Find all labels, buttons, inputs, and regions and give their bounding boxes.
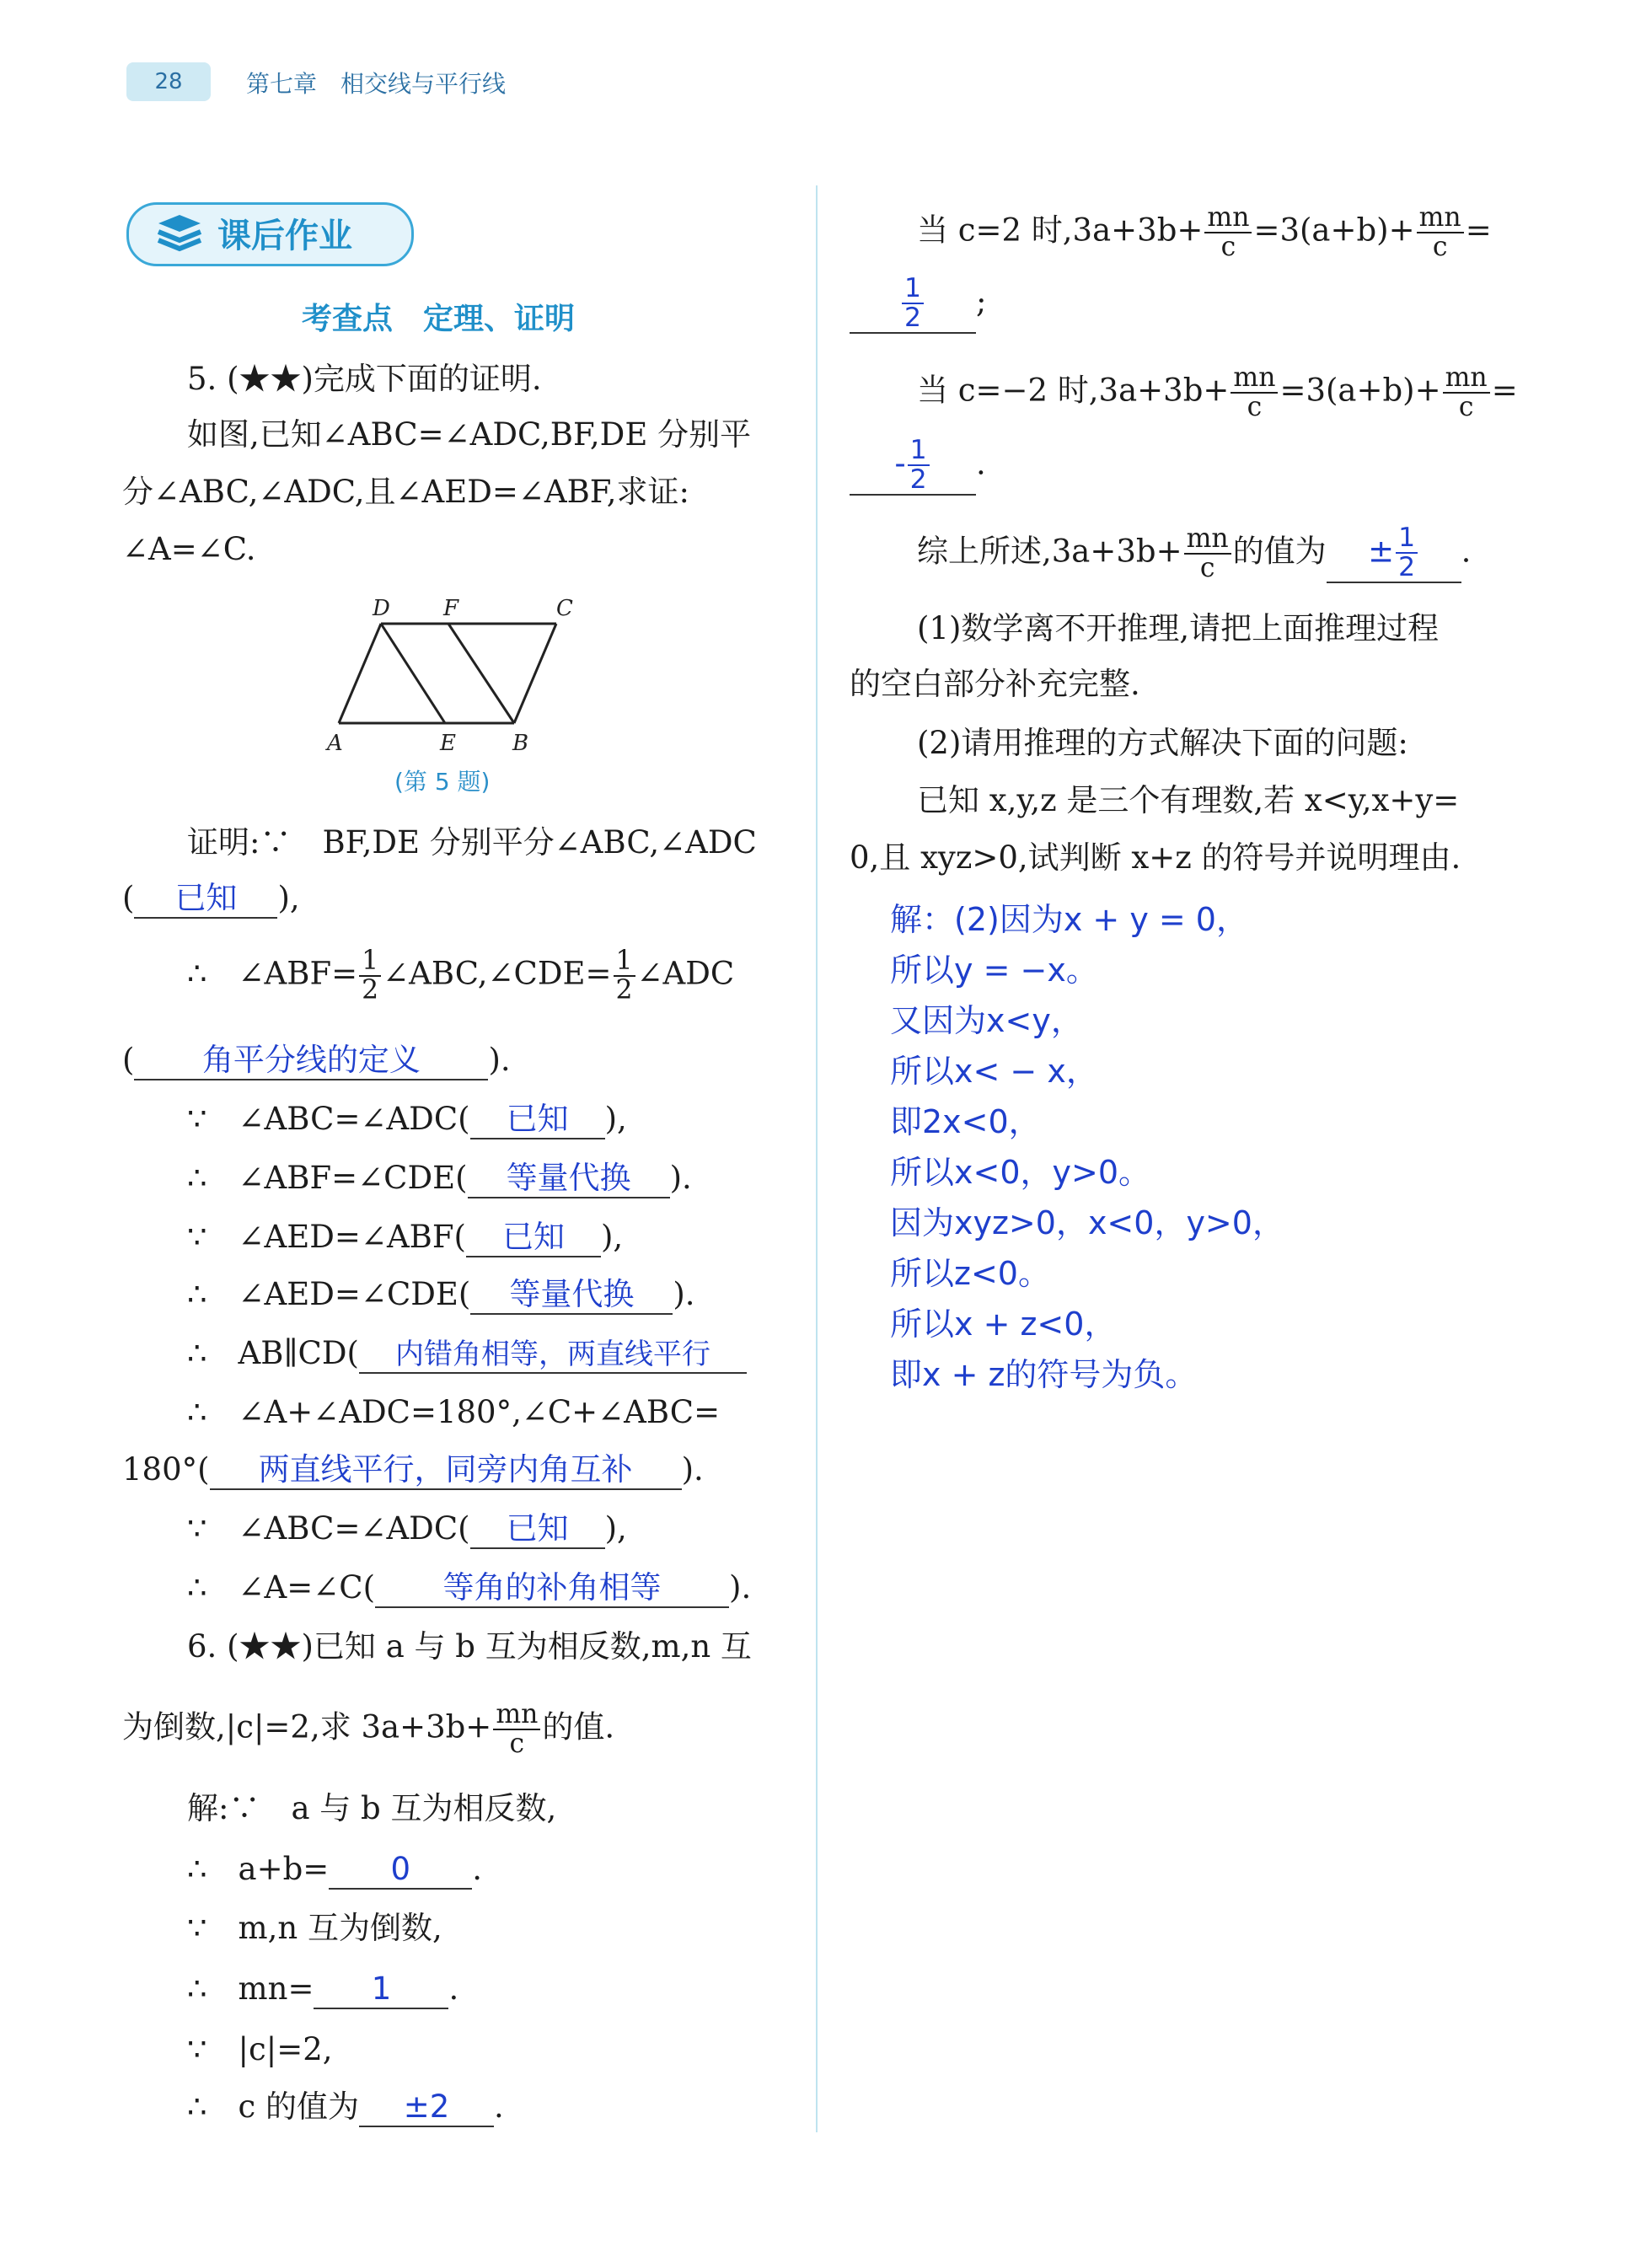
q5-title: 5. (★★)完成下面的证明. bbox=[187, 361, 542, 397]
fraction-half: $\frac{1}{2}$ bbox=[614, 947, 635, 1005]
q5-stem-2: 分∠ABC,∠ADC,且∠AED=∠ABF,求证: bbox=[122, 474, 689, 510]
part2-line-2: 已知 x,y,z 是三个有理数,若 x<y,x+y= bbox=[917, 782, 1460, 818]
q5-stem-1: 如图,已知∠ABC=∠ADC,BF,DE 分别平 bbox=[187, 416, 752, 453]
answer-blank[interactable]: 已知 bbox=[470, 1101, 605, 1139]
case-c-2-answer: $\frac{1}{2}$ ; bbox=[850, 275, 986, 334]
answer-blank[interactable]: 1 bbox=[314, 1970, 448, 2009]
proof-line-11: ∴ ∠A=∠C( 等角的补角相等 ). bbox=[187, 1569, 751, 1608]
case-c-neg2-answer: - $\frac{1}{2}$ . bbox=[850, 437, 986, 496]
proof-line-6: ∴ ∠AED=∠CDE( 等量代换 ). bbox=[187, 1276, 695, 1315]
solution-line: 又因为x<y， bbox=[890, 1002, 1083, 1039]
section-title: 考查点 定理、证明 bbox=[302, 302, 576, 336]
proof-line-2-reason: ( 角平分线的定义 ). bbox=[122, 1042, 511, 1080]
case-c-2: 当 c=2 时,3a+3b+ $\frac{mn}{c}$ =3(a+b)+ $\frac{mn}{c}$ = bbox=[917, 202, 1492, 263]
proof-line-1: 证明:∵ BF,DE 分别平分∠ABC,∠ADC bbox=[187, 824, 757, 861]
solution-line: 即2x<0， bbox=[890, 1103, 1041, 1140]
proof-line-4: ∴ ∠ABF=∠CDE( 等量代换 ). bbox=[187, 1160, 692, 1198]
answer-blank[interactable]: 0 bbox=[329, 1851, 472, 1890]
q6-step-2: ∴ a+b= 0 . bbox=[187, 1851, 482, 1890]
solution-line: 即x + z的符号为负。 bbox=[890, 1356, 1198, 1393]
proof-line-5: ∵ ∠AED=∠ABF( 已知 ), bbox=[187, 1219, 623, 1257]
parallelogram-figure bbox=[320, 590, 590, 759]
chapter-title: 第七章 相交线与平行线 bbox=[246, 70, 507, 98]
proof-line-7: ∴ AB∥CD( 内错角相等，两直线平行 bbox=[187, 1335, 747, 1374]
answer-blank[interactable]: 已知 bbox=[466, 1219, 601, 1257]
fraction-half: $\frac{1}{2}$ bbox=[359, 947, 381, 1005]
answer-fraction[interactable]: ± $\frac{1}{2}$ bbox=[1327, 524, 1461, 583]
figure-caption: (第 5 题) bbox=[394, 768, 491, 796]
part2-line-3: 0,且 xyz>0,试判断 x+z 的符号并说明理由. bbox=[850, 839, 1461, 876]
proof-line-3: ∵ ∠ABC=∠ADC( 已知 ), bbox=[187, 1101, 627, 1139]
solution-line: 所以x<0，y>0。 bbox=[890, 1154, 1151, 1191]
proof-line-8: ∴ ∠A+∠ADC=180°,∠C+∠ABC= bbox=[187, 1394, 721, 1430]
q6-step-5: ∵ |c|=2, bbox=[187, 2031, 333, 2067]
point-c: C bbox=[556, 596, 573, 621]
answer-blank[interactable]: 等角的补角相等 bbox=[375, 1569, 729, 1608]
case-c-neg2: 当 c=−2 时,3a+3b+ $\frac{mn}{c}$ =3(a+b)+ $\frac{mn}{c}$ = bbox=[917, 362, 1518, 423]
point-b: B bbox=[512, 731, 529, 756]
proof-line-9: 180°( 两直线平行，同旁内角互补 ). bbox=[122, 1451, 704, 1490]
q5-stem-3: ∠A=∠C. bbox=[122, 531, 256, 567]
part1-line-2: 的空白部分补充完整. bbox=[850, 666, 1140, 702]
point-e: E bbox=[440, 731, 456, 756]
answer-fraction[interactable]: $\frac{1}{2}$ bbox=[902, 275, 924, 332]
solution-line: 因为xyz>0，x<0，y>0， bbox=[890, 1204, 1284, 1241]
answer-blank[interactable]: ±2 bbox=[359, 2088, 494, 2127]
q6-step-6: ∴ c 的值为 ±2 . bbox=[187, 2088, 504, 2127]
answer-blank[interactable]: 内错角相等，两直线平行 bbox=[359, 1338, 747, 1374]
answer-blank[interactable]: 已知 bbox=[134, 880, 277, 919]
part2-line-1: (2)请用推理的方式解决下面的问题: bbox=[917, 725, 1408, 761]
conclusion-line: 综上所述,3a+3b+ $\frac{mn}{c}$ 的值为 ± $\frac{1}{2}$ . bbox=[917, 523, 1472, 584]
badge-label: 课后作业 bbox=[217, 217, 352, 255]
solution-line: 所以x + z<0， bbox=[890, 1306, 1117, 1343]
solution-line: 所以x< − x， bbox=[890, 1053, 1098, 1090]
proof-line-1-reason: ( 已知 ), bbox=[122, 880, 300, 919]
solution-line: 所以y = −x。 bbox=[890, 952, 1098, 989]
answer-blank[interactable]: 等量代换 bbox=[468, 1160, 670, 1198]
answer-fraction[interactable]: - $\frac{1}{2}$ bbox=[850, 437, 976, 496]
point-f: F bbox=[443, 596, 459, 621]
point-d: D bbox=[373, 596, 390, 621]
column-divider bbox=[816, 185, 818, 2132]
proof-line-2: ∴ ∠ABF= $\frac{1}{2}$ ∠ABC,∠CDE= $\frac{1}{2}$ ∠ADC bbox=[187, 946, 735, 1006]
q6-title: 6. (★★)已知 a 与 b 互为相反数,m,n 互 bbox=[187, 1628, 752, 1665]
q6-step-1: 解:∵ a 与 b 互为相反数, bbox=[187, 1790, 557, 1826]
answer-blank[interactable]: 两直线平行，同旁内角互补 bbox=[210, 1451, 682, 1490]
solution-line: 解：(2)因为x + y = 0， bbox=[890, 901, 1248, 938]
solution-line: 所以z<0。 bbox=[890, 1255, 1050, 1292]
fraction-mn-over-c: $\frac{mn}{c}$ bbox=[493, 1701, 540, 1758]
proof-line-10: ∵ ∠ABC=∠ADC( 已知 ), bbox=[187, 1510, 627, 1549]
point-a: A bbox=[327, 731, 343, 756]
book-icon bbox=[154, 212, 205, 254]
answer-blank[interactable]: 已知 bbox=[470, 1510, 605, 1549]
q6-stem: 为倒数,|c|=2,求 3a+3b+ $\frac{mn}{c}$ 的值. bbox=[122, 1699, 615, 1760]
q6-step-4: ∴ mn= 1 . bbox=[187, 1970, 458, 2009]
part1-line-1: (1)数学离不开推理,请把上面推理过程 bbox=[917, 610, 1440, 646]
q6-step-3: ∵ m,n 互为倒数, bbox=[187, 1910, 442, 1946]
answer-blank[interactable]: 角平分线的定义 bbox=[134, 1042, 488, 1080]
page-number: 28 bbox=[126, 62, 211, 101]
answer-blank[interactable]: 等量代换 bbox=[470, 1276, 673, 1315]
